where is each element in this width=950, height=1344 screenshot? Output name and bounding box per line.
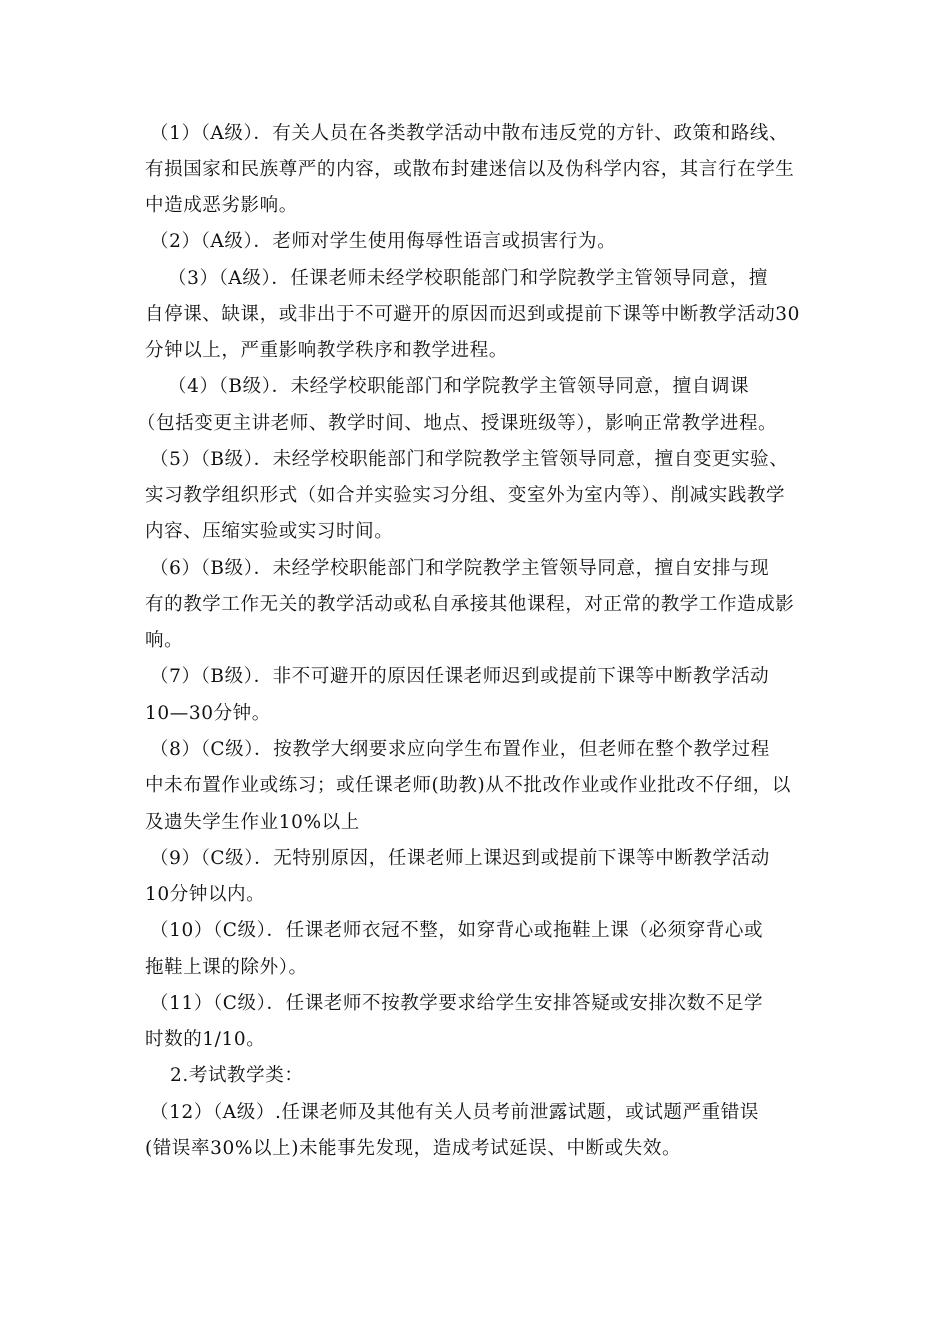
text-line: 10分钟以内。 (145, 884, 266, 905)
section-heading: 2.考试教学类： (170, 1065, 304, 1086)
text-line: （9）（C级）．无特别原因，任课老师上课迟到或提前下课等中断教学活动 (150, 848, 770, 869)
text-line: 响。 (145, 630, 184, 651)
text-line: （12）（A级）.任课老师及其他有关人员考前泄露试题，或试题严重错误 (150, 1102, 759, 1123)
text-line: （3）（A级）．任课老师未经学校职能部门和学院教学主管领导同意，擅 (168, 268, 768, 289)
text-line: 中造成恶劣影响。 (145, 195, 298, 216)
text-line: 实习教学组织形式（如合并实验实习分组、变室外为室内等）、削减实践教学 (145, 485, 786, 506)
text-line: 内容、压缩实验或实习时间。 (145, 521, 394, 542)
text-line: (错误率30%以上)未能事先发现，造成考试延误、中断或失效。 (145, 1138, 682, 1159)
text-line: （包括变更主讲老师、教学时间、地点、授课班级等），影响正常教学进程。 (137, 413, 778, 434)
text-line: （10）（C级）．任课老师衣冠不整，如穿背心或拖鞋上课（必须穿背心或 (150, 920, 764, 941)
text-line: （1）（A级）．有关人员在各类教学活动中散布违反党的方针、政策和路线、 (150, 123, 789, 144)
text-line: 及遗失学生作业10%以上 (145, 812, 360, 833)
text-line: 分钟以上，严重影响教学秩序和教学进程。 (145, 340, 508, 361)
text-line: 时数的1/10。 (145, 1029, 266, 1050)
text-line: 拖鞋上课的除外）。 (145, 957, 308, 978)
text-line: 自停课、缺课，或非出于不可避开的原因而迟到或提前下课等中断教学活动30 (145, 304, 801, 325)
text-line: （2）（A级）．老师对学生使用侮辱性语言或损害行为。 (150, 231, 617, 252)
text-line: 有损国家和民族尊严的内容，或散布封建迷信以及伪科学内容，其言行在学生 (145, 159, 795, 180)
text-line: 中未布置作业或练习；或任课老师(助教)从不批改作业或作业批改不仔细，以 (145, 775, 791, 796)
text-line: （5）（B级）．未经学校职能部门和学院教学主管领导同意，擅自变更实验、 (150, 449, 789, 470)
text-line: 有的教学工作无关的教学活动或私自承接其他课程，对正常的教学工作造成影 (145, 594, 795, 615)
text-line: （4）（B级）．未经学校职能部门和学院教学主管领导同意，擅自调课 (168, 376, 750, 397)
text-line: 10—30分钟。 (145, 703, 271, 724)
text-line: （6）（B级）．未经学校职能部门和学院教学主管领导同意，擅自安排与现 (150, 558, 770, 579)
text-line: （8）（C级）．按教学大纲要求应向学生布置作业，但老师在整个教学过程 (150, 739, 770, 760)
text-line: （11）（C级）．任课老师不按教学要求给学生安排答疑或安排次数不足学 (150, 993, 764, 1014)
text-line: （7）（B级）．非不可避开的原因任课老师迟到或提前下课等中断教学活动 (150, 666, 770, 687)
